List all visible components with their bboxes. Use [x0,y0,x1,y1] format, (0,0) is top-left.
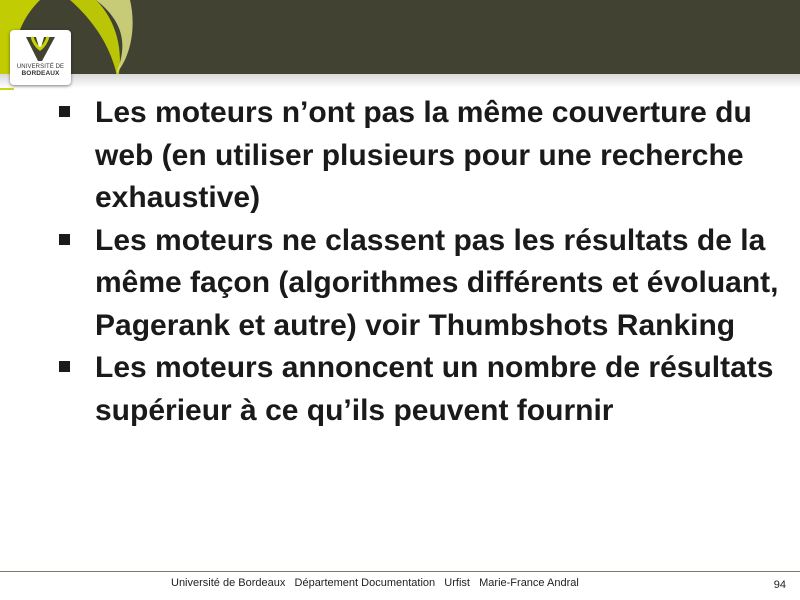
bullet-item [56,92,786,220]
bullet-text: Les moteurs n’ont pas la même couverture du web (en utiliser plusieurs pour une recherche exhaustive) [95,96,752,214]
logo-text-line2: BORDEAUX [21,70,60,77]
bullet-square-icon [59,234,70,245]
page-number: 94 [773,579,786,591]
bullet-list [56,92,786,432]
footer-credits: Université de Bordeaux Département Documentation Urfist Marie-France Andral [171,577,579,589]
bullet-text: Les moteurs annoncent un nombre de résultats supérieur à ce qu’ils peuvent fournir [95,351,774,427]
header-bar [0,0,800,74]
bullet-item [56,347,786,432]
logo-text-line1: UNIVERSITÉ DE [16,64,65,70]
bullet-item [56,220,786,348]
university-emblem-icon [24,35,57,63]
university-logo [10,30,71,85]
bullet-text: Les moteurs ne classent pas les résultats de la même façon (algorithmes différents et évoluant, Pagerank et autre) voir Thumbshots Ranking [95,223,779,342]
bullet-square-icon [59,106,70,117]
bullet-square-icon [59,361,70,372]
footer-divider [0,571,800,572]
header-shadow [0,74,800,88]
